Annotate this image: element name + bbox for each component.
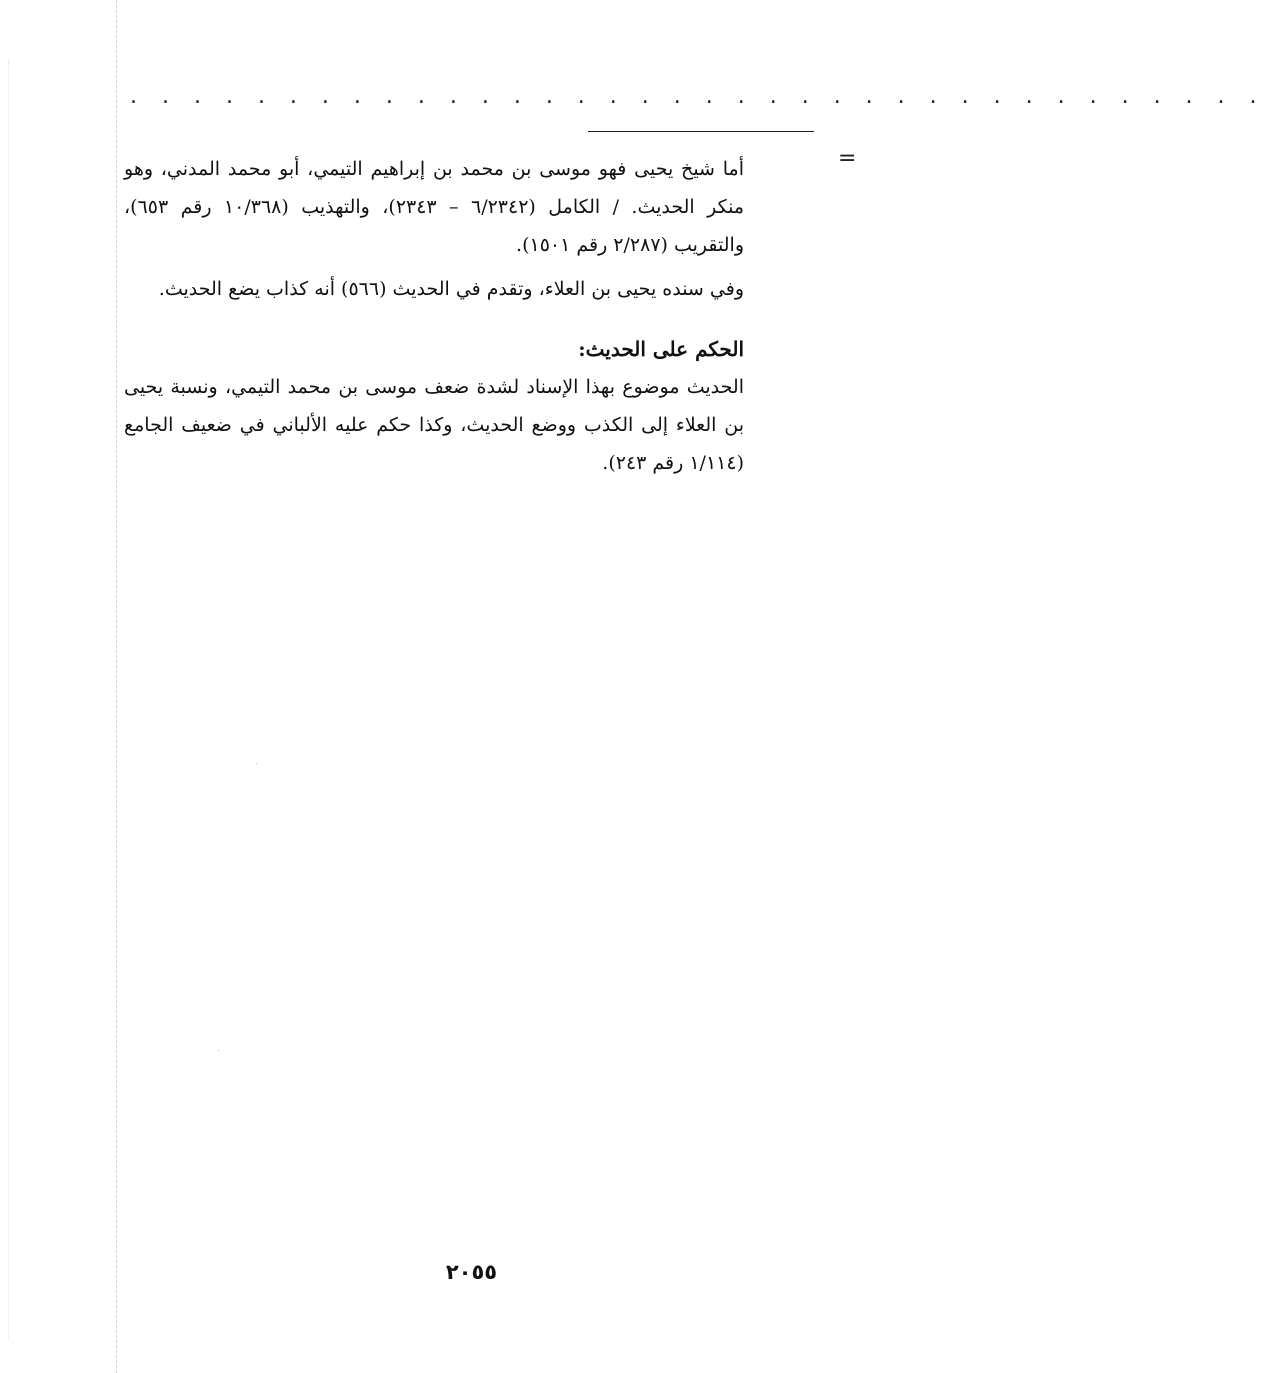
ruling-heading: الحكم على الحديث:	[578, 337, 744, 361]
page-margin-line	[116, 0, 117, 1373]
continuation-mark: =	[838, 146, 857, 171]
page-number: ٢٠٥٥	[445, 1260, 498, 1284]
scan-speck	[218, 1050, 219, 1051]
footnote-paragraph-1: أما شيخ يحيى فهو موسى بن محمد بن إبراهيم التيمي، أبو محمد المدني، وهو منكر الحديث. / الكامل (٦/٢٣٤٢ – ٢٣٤٣)، والتهذيب (١٠/٣٦٨ رقم ٦٥٣)، والتقريب (٢/٢٨٧ رقم ١٥٠١).	[124, 158, 744, 256]
dotted-separator: . . . . . . . . . . . . . . . . . . . . . . . . . . . . . . . . . . . .	[130, 84, 1266, 109]
ruling-text: الحديث موضوع بهذا الإسناد لشدة ضعف موسى بن محمد التيمي، ونسبة يحيى بن العلاء إلى الكذب ووضع الحديث، وكذا حكم عليه الألباني في ضعيف الجامع (١/١١٤ رقم ٢٤٣).	[124, 376, 744, 474]
scan-speck	[256, 763, 257, 764]
footnote-paragraph-2: وفي سنده يحيى بن العلاء، وتقدم في الحديث (٥٦٦) أنه كذاب يضع الحديث.	[158, 278, 744, 300]
page-body	[124, 150, 744, 488]
footnote-separator-rule	[588, 131, 814, 132]
scan-edge-line	[8, 60, 9, 1340]
